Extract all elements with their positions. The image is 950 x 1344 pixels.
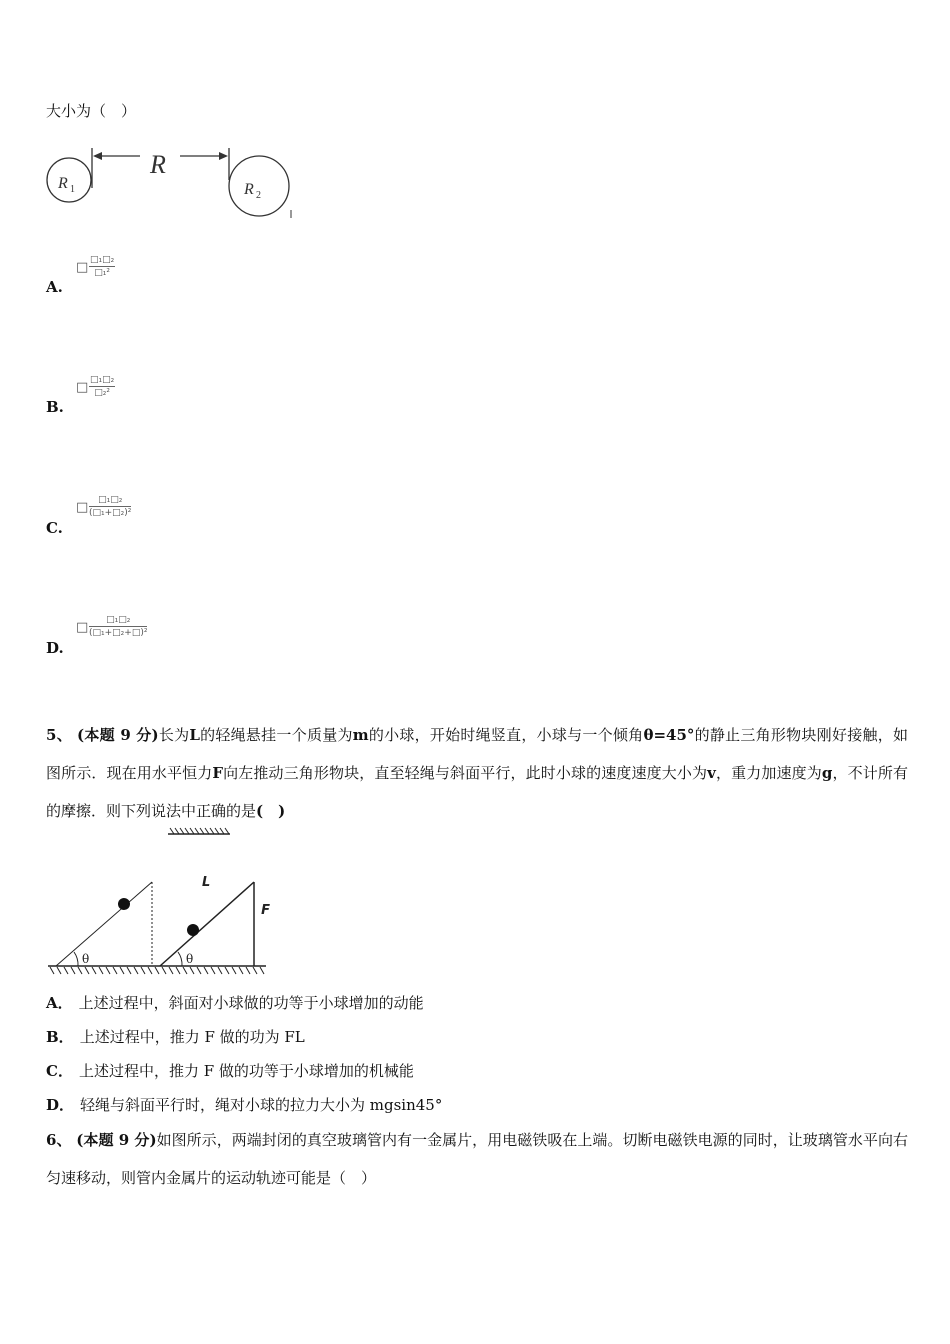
- ball-initial: [118, 898, 130, 910]
- option-d-label[interactable]: D.: [46, 639, 64, 657]
- label-R2: R: [244, 181, 254, 198]
- ball-final: [187, 924, 199, 936]
- question-6-text: 6、 (本题 9 分)如图所示，两端封闭的真空玻璃管内有一金属片，用电磁铁吸在上端。切断电磁铁电源的同时，让玻璃管水平向右匀速移动，则管内金属片的运动轨迹可能是（ ）: [46, 1131, 908, 1187]
- two-spheres-figure: [40, 140, 300, 225]
- q5-choice-c[interactable]: C． 上述过程中，推力 F 做的功等于小球增加的机械能: [46, 1062, 414, 1080]
- option-c-label[interactable]: C.: [46, 519, 63, 537]
- theta-label-2: θ: [186, 952, 194, 966]
- q5-choice-a[interactable]: A． 上述过程中，斜面对小球做的功等于小球增加的动能: [46, 994, 424, 1012]
- inclined-plane-figure: [44, 826, 274, 978]
- q5-choice-d[interactable]: D． 轻绳与斜面平行时，绳对小球的拉力大小为 mgsin45°: [46, 1096, 443, 1114]
- question-text-fragment: 大小为（ ）: [46, 102, 137, 120]
- sphere-r1: [47, 158, 91, 202]
- question-5-text: 5、 (本题 9 分)长为L的轻绳悬挂一个质量为m的小球，开始时绳竖直，小球与一个倾角θ=45°的静止三角形物块刚好接触，如图所示．现在用水平恒力F向左推动三角形物块，直至轻绳与斜面平行，此时小球的速度速度大小为v，重力加速度为g，不计所有的摩擦．则下列说法中正确的是( ): [46, 726, 908, 820]
- label-F: F: [261, 903, 270, 918]
- label-L: L: [202, 875, 211, 890]
- sphere-r2: [229, 156, 289, 216]
- option-a-label[interactable]: A.: [46, 278, 63, 296]
- label-R2-sub: 2: [256, 190, 261, 201]
- distance-label-R: R: [150, 150, 166, 179]
- label-R1: R: [58, 175, 68, 192]
- option-b-label[interactable]: B.: [46, 398, 64, 416]
- label-R1-sub: 1: [70, 184, 75, 195]
- q5-choice-b[interactable]: B． 上述过程中，推力 F 做的功为 FL: [46, 1028, 305, 1046]
- theta-label-1: θ: [82, 952, 90, 966]
